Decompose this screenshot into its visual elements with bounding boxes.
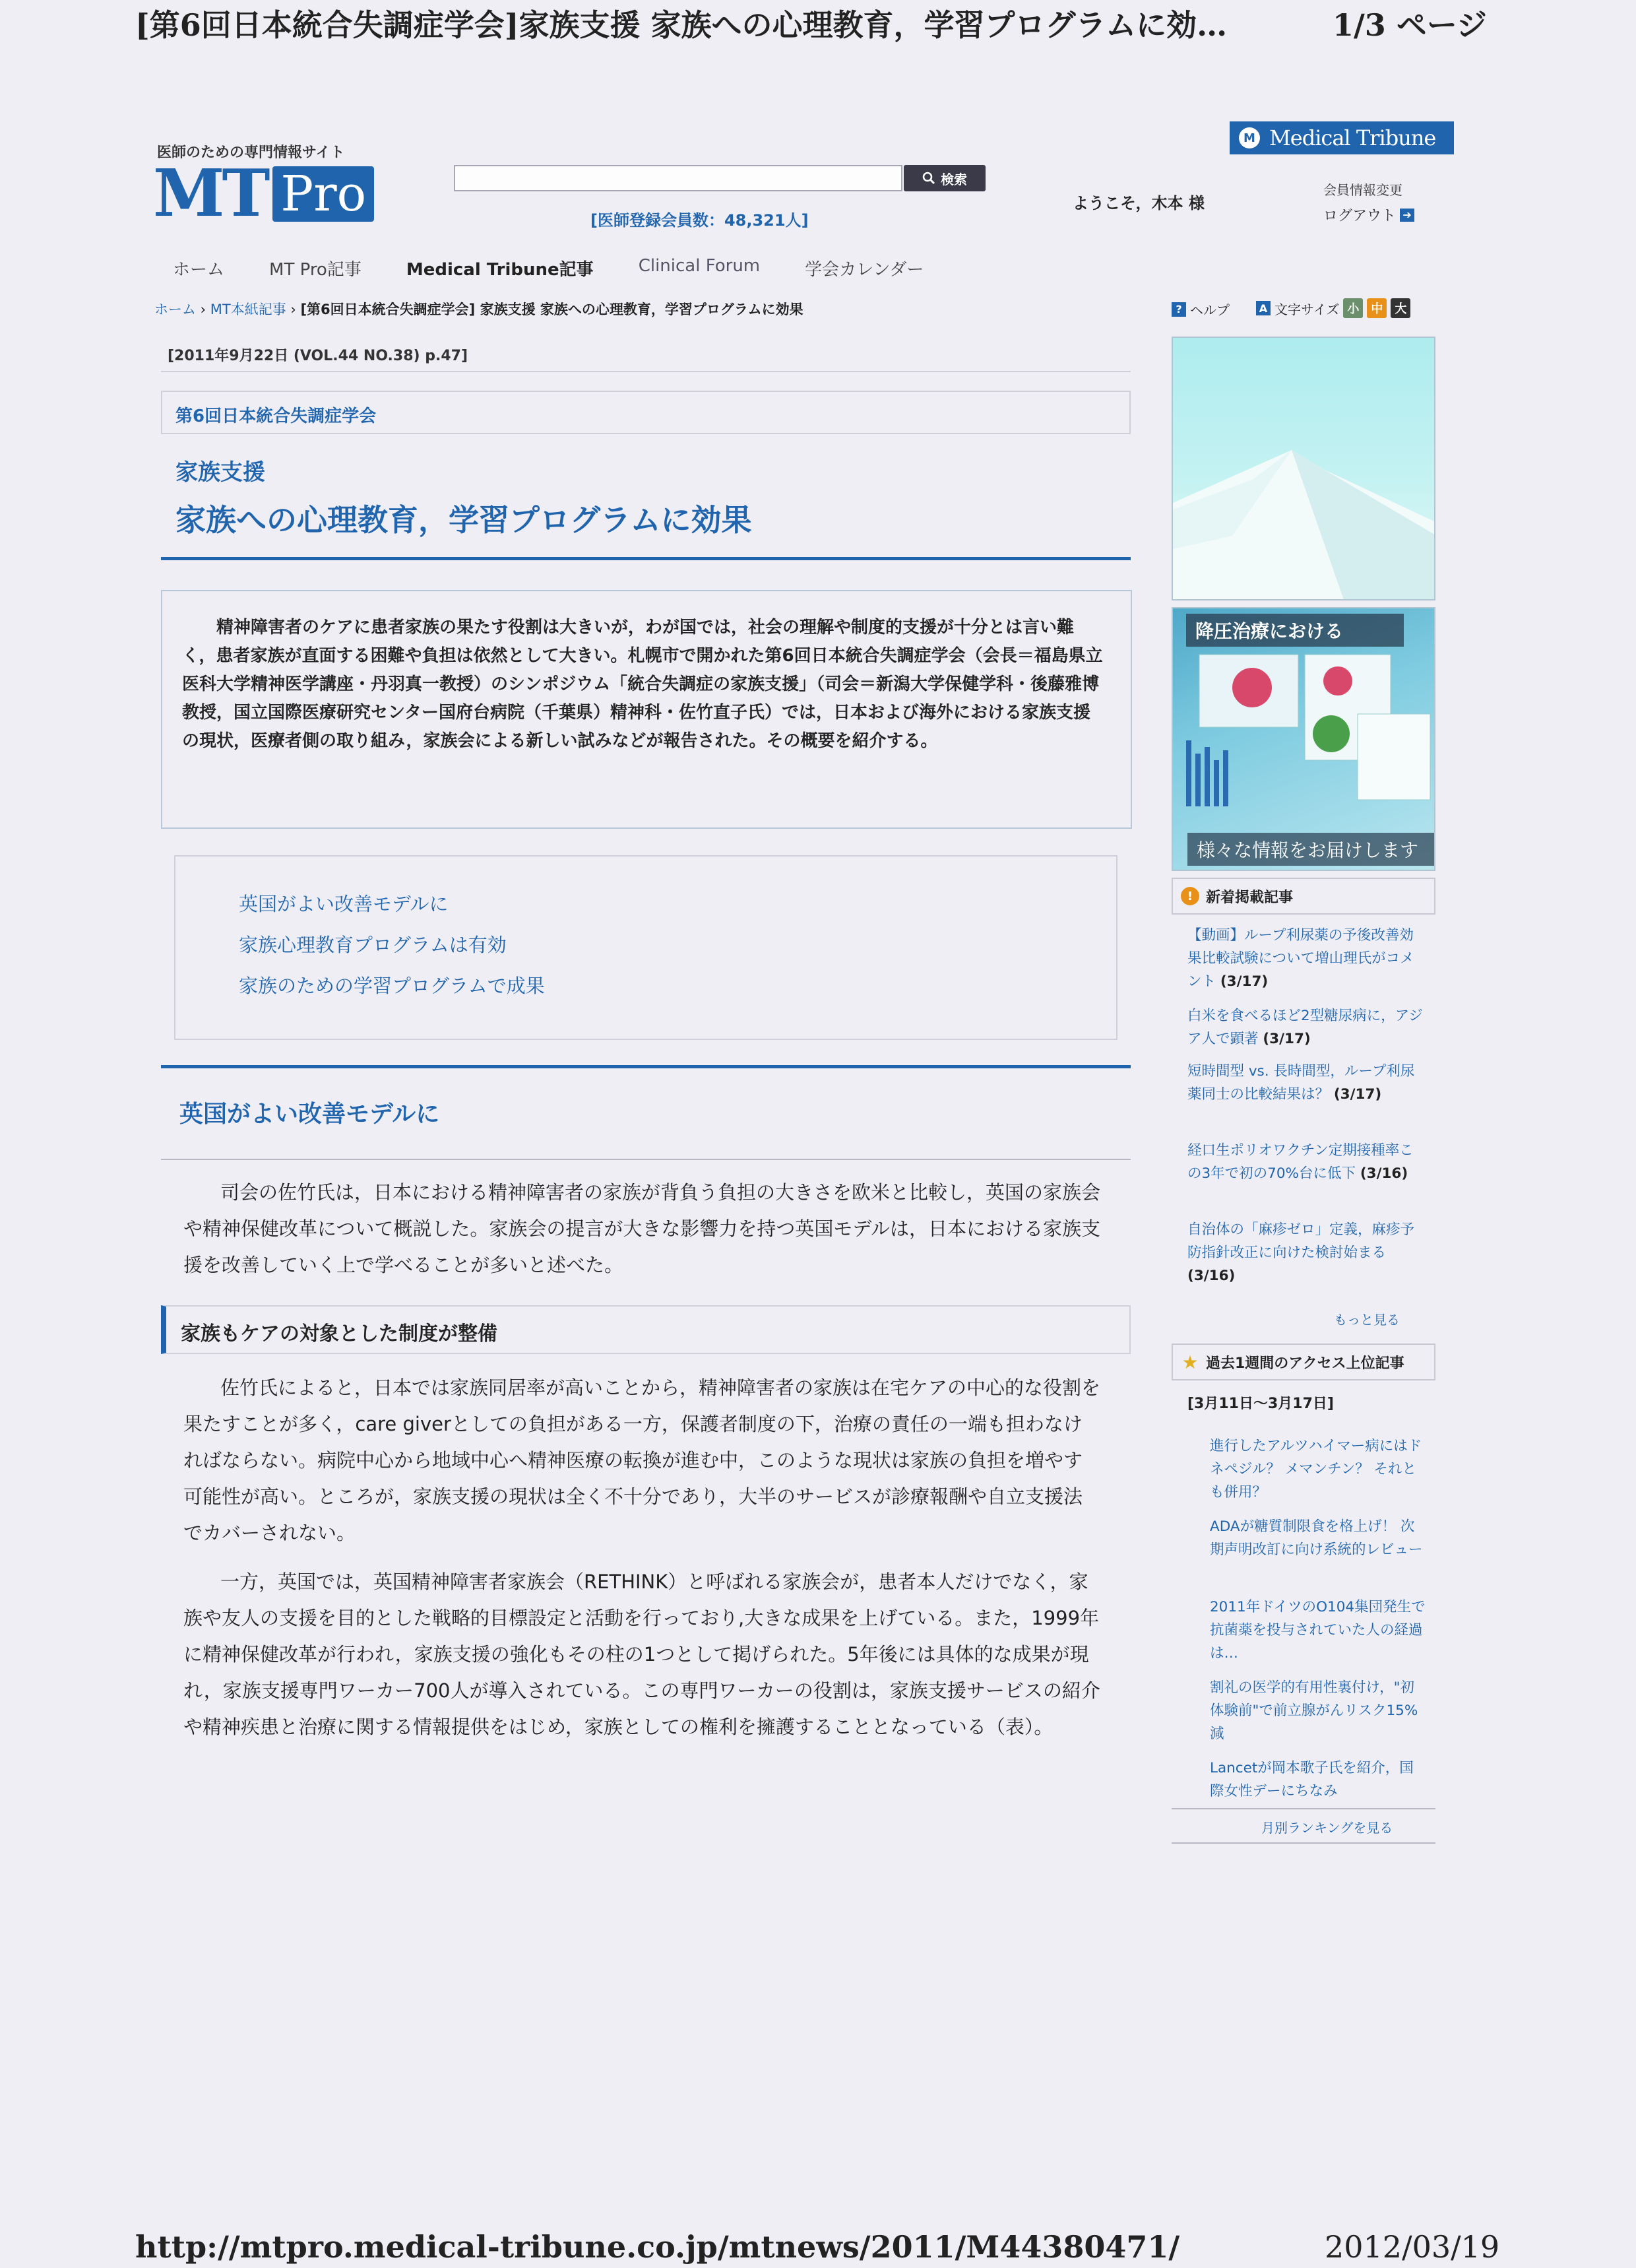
- body-paragraph: 佐竹氏によると，日本では家族同居率が高いことから，精神障害者の家族は在宅ケアの中心的な役割を果たすことが多く，care giverとしての負担がある一方，保護者制度の下，治療の責任の一端も担わなければならない。病院中心から地域中心へ精神医療の転換が進む中，このような現状は家族の負担を増やす可能性が高い。ところが，家族支援の現状は全く不十分であり，大半のサービスが診療報酬や自立支援法でカバーされない。: [183, 1377, 1101, 1544]
- section-heading: 英国がよい改善モデルに: [179, 1101, 440, 1128]
- new-article-link[interactable]: [1187, 1139, 1425, 1185]
- breadcrumb-separator: ›: [196, 302, 210, 317]
- breadcrumb-section[interactable]: MT本紙記事: [210, 302, 286, 317]
- more-link[interactable]: もっと見る: [1334, 1312, 1400, 1328]
- ranking-header: [1172, 1344, 1435, 1380]
- breadcrumb-current: [第6回日本統合失調症学会] 家族支援 家族への心理教育，学習プログラムに効果: [300, 302, 803, 317]
- body-paragraph: 司会の佐竹氏は，日本における精神障害者の家族が背負う負担の大きさを欧米と比較し，英国の家族会や精神保健改革について概説した。家族会の提言が大きな影響力を持つ英国モデルは，日本における家族支援を改善していく上で学べることが多いと述べた。: [183, 1181, 1101, 1276]
- breadcrumb-home[interactable]: ホーム: [154, 302, 196, 317]
- welcome-message: ようこそ，木本 様: [1073, 194, 1205, 212]
- new-article-title: 【動画】ループ利尿薬の予後改善効果比較試験について増山理氏がコメント: [1187, 927, 1414, 990]
- help-label: ヘルプ: [1190, 302, 1230, 318]
- new-article-date: (3/16): [1360, 1165, 1408, 1182]
- global-nav: [173, 256, 968, 280]
- new-articles-header: [1172, 878, 1435, 915]
- nav-medical-tribune-articles[interactable]: Medical Tribune記事: [406, 260, 594, 280]
- logout-link[interactable]: [1323, 205, 1414, 225]
- new-article-date: (3/17): [1220, 973, 1269, 990]
- ranking-link[interactable]: Lancetが岡本歌子氏を紹介，国際女性デーにちなみ: [1210, 1760, 1414, 1799]
- divider: [1172, 1842, 1435, 1844]
- article-kicker: 家族支援: [175, 459, 265, 486]
- ad-caption-top: 降圧治療における: [1186, 614, 1404, 647]
- new-article-title: 自治体の「麻疹ゼロ」定義，麻疹予防指針改正に向けた検討始まる: [1187, 1221, 1415, 1261]
- exclamation-icon: !: [1181, 887, 1199, 905]
- toc-item[interactable]: 家族のための学習プログラムで成果: [239, 975, 545, 997]
- nav-clinical-forum[interactable]: Clinical Forum: [638, 256, 761, 276]
- member-count: [医師登録会員数：48,321人]: [590, 211, 809, 230]
- toc-item[interactable]: 英国がよい改善モデルに: [239, 893, 449, 915]
- conference-name: 第6回日本統合失調症学会: [175, 406, 377, 426]
- breadcrumb-separator: ›: [286, 302, 301, 317]
- breadcrumb: [154, 299, 803, 319]
- help-link[interactable]: [1172, 300, 1230, 319]
- divider: [161, 371, 1131, 372]
- nav-home[interactable]: ホーム: [173, 260, 225, 280]
- ad-banner-mountain[interactable]: [1172, 337, 1435, 600]
- new-article-title: 白米を食べるほど2型糖尿病に，アジア人で顕著: [1187, 1008, 1423, 1047]
- font-size-large-button[interactable]: 大: [1391, 298, 1410, 318]
- nav-conference-calendar[interactable]: 学会カレンダー: [805, 260, 924, 280]
- new-article-title: 短時間型 vs. 長時間型，ループ利尿薬同士の比較結果は？: [1187, 1063, 1415, 1103]
- search-icon: [922, 172, 935, 185]
- ranking-link[interactable]: 進行したアルツハイマー病にはドネペジル？ メマンチン？ それとも併用？: [1210, 1438, 1422, 1501]
- new-article-date: (3/17): [1333, 1086, 1382, 1103]
- new-article-link[interactable]: [1187, 1060, 1425, 1106]
- divider: [1172, 1808, 1435, 1809]
- font-size-label: 文字サイズ: [1274, 301, 1340, 317]
- new-articles-heading: 新着掲載記事: [1206, 889, 1294, 906]
- body-paragraph: 一方，英国では，英国精神障害者家族会（RETHINK）と呼ばれる家族会が，患者本人だけでなく，家族や友人の支援を目的とした戦略的目標設定と活動を行っており,大きな成果を上げている。また，1999年に精神保健改革が行われ，家族支援の強化もその柱の1つとして掲げられた。5年後には具体的な成果が現れ，家族支援専門ワーカー700人が導入されている。この専門ワーカーの役割は，家族支援サービスの紹介や精神疾患と治療に関する情報提供をはじめ，家族としての権利を擁護することとなっている（表）。: [183, 1571, 1100, 1738]
- new-article-date: (3/16): [1187, 1268, 1236, 1284]
- new-article-link[interactable]: [1187, 1004, 1425, 1051]
- new-article-link[interactable]: [1187, 1218, 1425, 1287]
- section-underline: [161, 1159, 1131, 1160]
- search-input[interactable]: [454, 165, 902, 191]
- article-title: 家族への心理教育，学習プログラムに効果: [175, 502, 752, 538]
- site-logo[interactable]: [153, 156, 374, 232]
- font-size-small-button[interactable]: 小: [1343, 298, 1363, 318]
- font-size-medium-button[interactable]: 中: [1367, 298, 1387, 318]
- logo-mt: MT: [153, 156, 268, 232]
- font-a-icon: A: [1256, 301, 1271, 315]
- data-screens-image: [1173, 608, 1435, 871]
- title-divider: [161, 557, 1131, 560]
- print-page-number: 1/3 ページ: [1333, 7, 1487, 43]
- ad-caption-bottom: 様々な情報をお届けします: [1187, 833, 1435, 866]
- new-article-link[interactable]: [1187, 924, 1425, 993]
- medical-tribune-logo-icon: M: [1239, 127, 1260, 148]
- lead-paragraph: 精神障害者のケアに患者家族の果たす役割は大きいが，わが国では，社会の理解や制度的支援が十分とは言い難く，患者家族が直面する困難や負担は依然として大きい。札幌市で開かれた第6回日本統合失調症学会（会長＝福島県立医科大学精神医学講座・丹羽真一教授）のシンポジウム「統合失調症の家族支援」（司会＝新潟大学保健学科・後藤雅博教授，国立国際医療研究センター国府台病院（千葉県）精神科・佐竹直子氏）では，日本および海外における家族支援の現状，医療者側の取り組み，家族会による新しい試みなどが報告された。その概要を紹介する。: [182, 618, 1103, 751]
- logo-pro: Pro: [272, 166, 374, 222]
- account-settings-link[interactable]: 会員情報変更: [1323, 182, 1402, 198]
- mountain-image: [1173, 338, 1435, 600]
- print-header-title: [第6回日本統合失調症学会]家族支援 家族への心理教育，学習プログラムに効…: [135, 7, 1228, 43]
- star-icon: ★: [1181, 1351, 1199, 1373]
- ranking-heading: 過去1週間のアクセス上位記事: [1206, 1355, 1404, 1372]
- ranking-date-range: [3月11日～3月17日]: [1187, 1396, 1334, 1412]
- print-url: http://mtpro.medical-tribune.co.jp/mtnews/2011/M44380471/: [135, 2229, 1180, 2265]
- medical-tribune-badge-label: Medical Tribune: [1269, 125, 1436, 150]
- section-divider: [161, 1065, 1131, 1068]
- new-article-date: (3/17): [1263, 1031, 1311, 1047]
- site-tagline: 医師のための専門情報サイト: [157, 145, 345, 161]
- ranking-link[interactable]: ADAが糖質制限食を格上げ！ 次期声明改訂に向け系統的レビュー: [1210, 1518, 1423, 1558]
- search-button[interactable]: [904, 165, 986, 191]
- logout-arrow-icon: ➔: [1400, 209, 1414, 222]
- subheading: 家族もケアの対象とした制度が整備: [181, 1322, 497, 1345]
- toc-item[interactable]: 家族心理教育プログラムは有効: [239, 934, 507, 956]
- ranking-link[interactable]: 割礼の医学的有用性裏付け，"初体験前"で前立腺がんリスク15%減: [1210, 1679, 1418, 1742]
- logout-label: ログアウト: [1323, 208, 1397, 224]
- medical-tribune-badge[interactable]: [1230, 121, 1454, 154]
- ad-banner-hypertension[interactable]: [1172, 607, 1435, 871]
- issue-info: [2011年9月22日 (VOL.44 NO.38) p.47]: [168, 348, 468, 364]
- ranking-link[interactable]: 2011年ドイツのO104集団発生で抗菌薬を投与されていた人の経過は…: [1210, 1599, 1426, 1662]
- new-article-title: 経口生ポリオワクチン定期接種率この3年で初の70%台に低下: [1187, 1142, 1414, 1182]
- print-date: 2012/03/19: [1325, 2229, 1500, 2265]
- nav-mtpro-articles[interactable]: MT Pro記事: [269, 260, 362, 280]
- font-size-control: [1256, 298, 1410, 318]
- monthly-ranking-link[interactable]: 月別ランキングを見る: [1261, 1820, 1393, 1836]
- search-button-label: 検索: [941, 171, 967, 187]
- question-icon: ?: [1172, 302, 1186, 317]
